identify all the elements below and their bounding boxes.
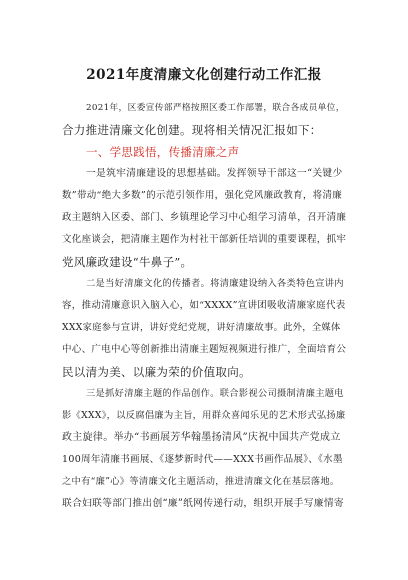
paragraph-line: 民以清为美、以廉为荣的价值取向。 <box>62 365 251 379</box>
paragraph-line: 文化座谈会，把清廉主题作为村社干部新任培训的重要课程，抓牢 <box>62 234 347 245</box>
paragraph-line: 政主旋律。举办“书画展芳华翰墨扬清风”庆祝中国共产党成立 <box>62 432 341 443</box>
paragraph-line: 100周年清廉书画展、《逐梦新时代——XXX书画作品展》、《水墨 <box>62 454 343 465</box>
paragraph-line: 数”带动“绝大多数”的示范引领作用，强化党风廉政教育，将清廉 <box>62 190 343 201</box>
paragraph-line: 联合妇联等部门推出创“廉”纸网传递行动，组织开展手写廉情寄 <box>62 498 344 509</box>
document-title: 2021年度清廉文化创建行动工作汇报 <box>86 67 322 83</box>
paragraph-line: 党风廉政建设“牛鼻子”。 <box>62 255 193 269</box>
section-heading: 一、学思践悟，传播清廉之声 <box>86 145 240 159</box>
paragraph-line: 合力推进清廉文化创建。现将相关情况汇报如下： <box>62 123 322 137</box>
paragraph-line: 政主题纳入区委、部门、乡镇理论学习中心组学习清单，召开清廉 <box>62 212 347 223</box>
paragraph-line: 2021年，区委宣传部严格按照区委工作部署，联合各成员单位， <box>86 103 345 113</box>
paragraph-line: XXX家庭参与宣讲，讲好党纪党规，讲好清廉故事。此外，全媒体 <box>62 322 341 333</box>
paragraph-line: 二是当好清廉文化的传播者。将清廉建设纳入各类特色宣讲内 <box>86 278 344 289</box>
paragraph-line: 三是抓好清廉主题的作品创作。联合影视公司摄制清廉主题电 <box>86 388 344 399</box>
paragraph-line: 之中有“廉”心》等清廉文化主题活动，推进清廉文化在基层落地。 <box>62 476 340 487</box>
paragraph-line: 容，推动清廉意识入脑入心，如“XXXX”宣讲团吸收清廉家庭代表 <box>62 300 346 311</box>
paragraph-line: 中心、广电中心等创新推出清廉主题短视频进行推广，全面培育公 <box>62 344 347 355</box>
paragraph-line: 影《XXX》，以反腐倡廉为主旨，用群众喜闻乐见的艺术形式弘扬廉 <box>62 410 346 421</box>
paragraph-line: 一是筑牢清廉建设的思想基础。发挥领导干部这一“关键少 <box>86 168 343 179</box>
